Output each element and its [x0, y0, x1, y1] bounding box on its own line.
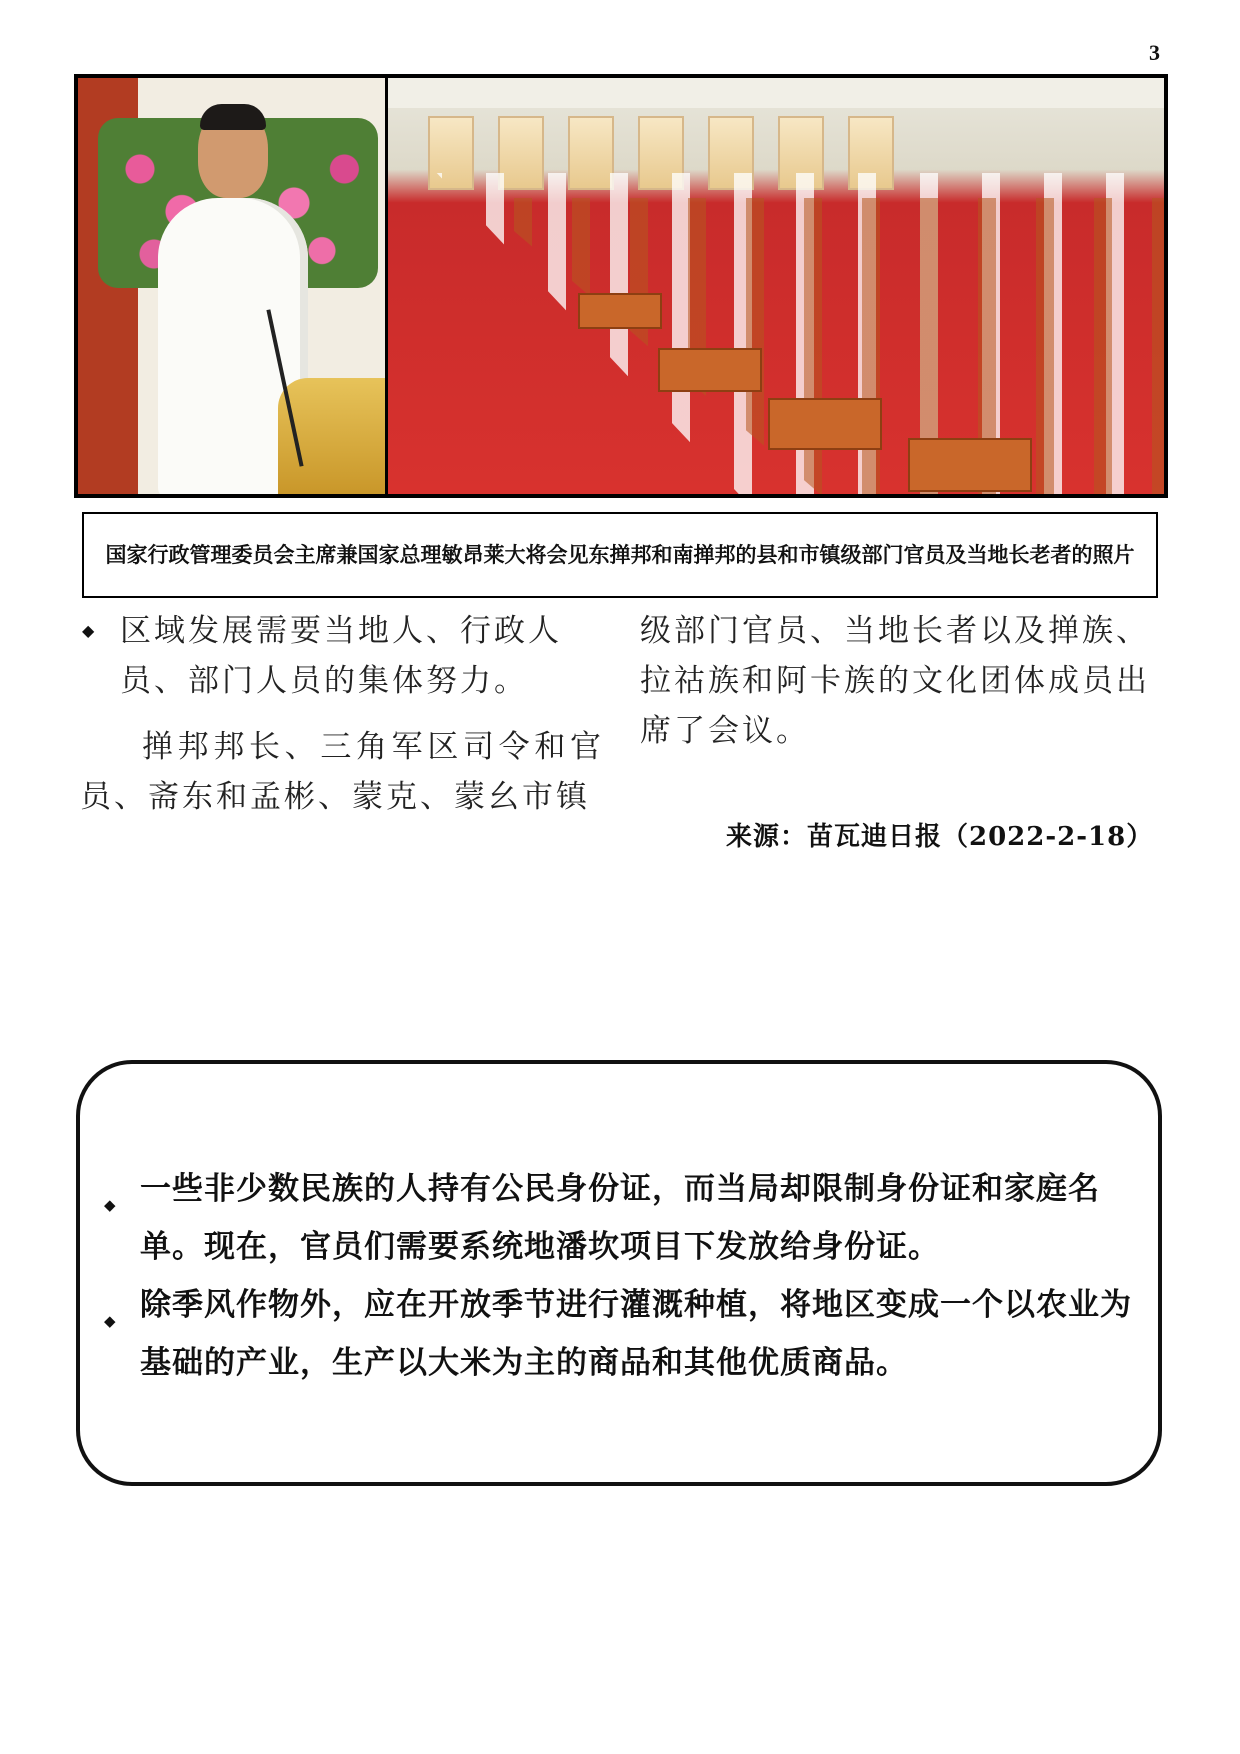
- highlight-item: [102, 1276, 1142, 1392]
- article-paragraph-part2: 级部门官员、当地长者以及掸族、拉祜族和阿卡族的文化团体成员出席了会议。: [640, 613, 1150, 749]
- tea-table: [658, 348, 762, 392]
- diamond-bullet-icon: ◆: [104, 1312, 117, 1330]
- hall-ceiling: [388, 78, 1164, 108]
- highlight-item-text: 除季风作物外，应在开放季节进行灌溉种植，将地区变成一个以农业为基础的产业，生产以大米为主的商品和其他优质商品。: [140, 1287, 1132, 1381]
- article-right-column: [640, 606, 1160, 756]
- article-bullet: [80, 606, 604, 706]
- article-bullet-text: 区域发展需要当地人、行政人员、部门人员的集体努力。: [120, 613, 562, 699]
- speaker-photo: [78, 78, 388, 494]
- news-photo: [74, 74, 1168, 498]
- tea-table: [768, 398, 882, 450]
- highlight-item-text: 一些非少数民族的人持有公民身份证，而当局却限制身份证和家庭名单。现在，官员们需要系统地潘坎项目下发放给身份证。: [140, 1171, 1100, 1265]
- article-source: 来源：苗瓦迪日报（2022-2-18）: [726, 822, 1154, 852]
- article-left-column: [80, 606, 604, 822]
- page-number: 3: [1149, 40, 1160, 65]
- speaker-hair: [200, 104, 266, 130]
- tea-table: [578, 293, 662, 329]
- photo-caption: [82, 512, 1158, 598]
- photo-caption-text: 国家行政管理委员会主席兼国家总理敏昂莱大将会见东掸邦和南掸邦的县和市镇级部门官员及当地长老者的照片: [105, 542, 1135, 567]
- article-paragraph-part1: 掸邦邦长、三角军区司令和官员、斋东和孟彬、蒙克、蒙幺市镇: [80, 729, 604, 815]
- diamond-bullet-icon: ◆: [82, 621, 98, 640]
- highlight-list: [102, 1160, 1142, 1392]
- tea-table: [908, 438, 1032, 492]
- diamond-bullet-icon: ◆: [104, 1196, 117, 1214]
- audience-photo: [388, 78, 1164, 494]
- highlight-item: [102, 1160, 1142, 1276]
